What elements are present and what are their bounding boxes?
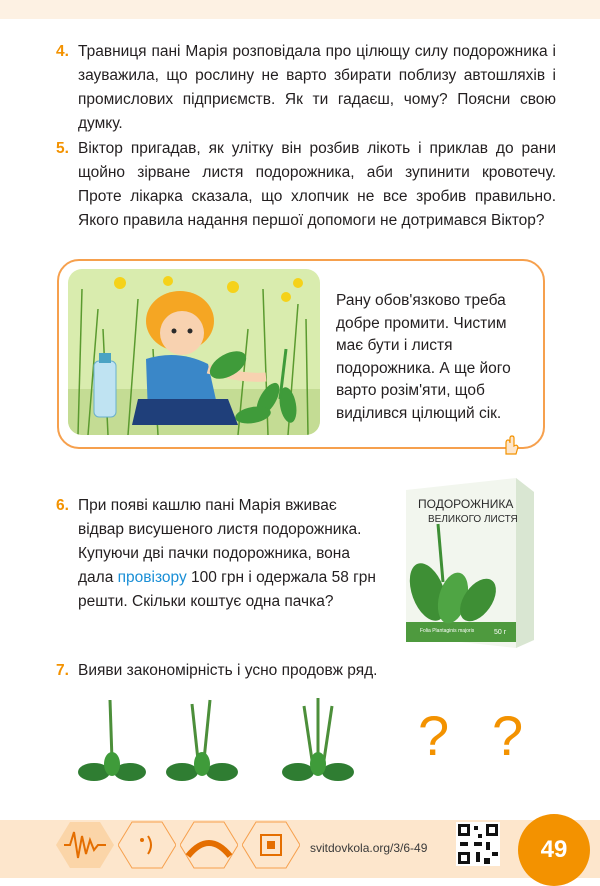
task-text: Травниця пані Марія розповідала про цілющу силу подорожника і зауважила, що рослину не варто збирати поблизу автошляхів і промислових підприємств. Як ти гадаєш, чому? Поясни свою думку. — [78, 43, 556, 132]
package-weight: 50 г — [494, 629, 507, 636]
task-5 — [56, 137, 556, 233]
footer-site-link[interactable]: svitdovkola.org/3/6-49 — [310, 841, 428, 855]
package-title-line1: ПОДОРОЖНИКА — [418, 497, 514, 511]
task-4 — [56, 40, 556, 136]
plantain-plant-1 — [74, 690, 154, 790]
tip-text: Рану обов'язково треба добре промити. Чистим має бути і листя подорожника. А ще його варто розім'яти, щоб виділився цілющий сік. — [336, 292, 511, 422]
task-6 — [56, 494, 386, 614]
task-text: Вияви закономірність і усно продовж ряд. — [78, 662, 378, 679]
top-strip — [0, 0, 600, 19]
pointing-hand-icon — [499, 434, 521, 456]
task-text: Віктор пригадав, як улітку він розбив лікоть і приклав до рани щойно зірване листя подорожника, аби зупинити кровотечу. Проте лікарка сказала, що хлопчик не все зробив правильно. Якого правила надання першої допомоги не дотримався Віктор? — [78, 140, 556, 229]
task-number: 5. — [56, 140, 69, 157]
plantain-plant-2 — [164, 690, 244, 790]
sound-wave-icon — [56, 820, 114, 870]
smiley-icon — [118, 820, 176, 870]
task-7 — [56, 659, 556, 683]
task-text — [78, 494, 386, 614]
task-number: 6. — [56, 497, 69, 514]
package-title-line2: ВЕЛИКОГО ЛИСТЯ — [428, 514, 518, 525]
pharmacist-link[interactable]: провізору — [117, 569, 187, 586]
boy-illustration — [68, 269, 320, 435]
plantain-plant-3 — [280, 690, 360, 790]
chip-icon — [242, 820, 300, 870]
task-number: 7. — [56, 662, 69, 679]
task-text-part: При появі кашлю пані Марія вживає відвар висушеного листя подорожника. Купуючи дві пачки подорожника, вона дала — [78, 497, 362, 586]
page-number: 49 — [518, 814, 590, 886]
question-mark-1: ? — [418, 704, 450, 767]
task-number: 4. — [56, 43, 69, 60]
task-text-part: 100 грн і одержала 58 грн решти. Скільки коштує одна пачка? — [78, 569, 376, 610]
bridge-icon — [180, 820, 238, 870]
qr-code-icon[interactable] — [456, 822, 500, 866]
question-mark-2: ? — [492, 704, 524, 767]
package-latin-name: Folia Plantaginis majoris — [420, 628, 475, 634]
plantain-package-image — [398, 472, 538, 650]
